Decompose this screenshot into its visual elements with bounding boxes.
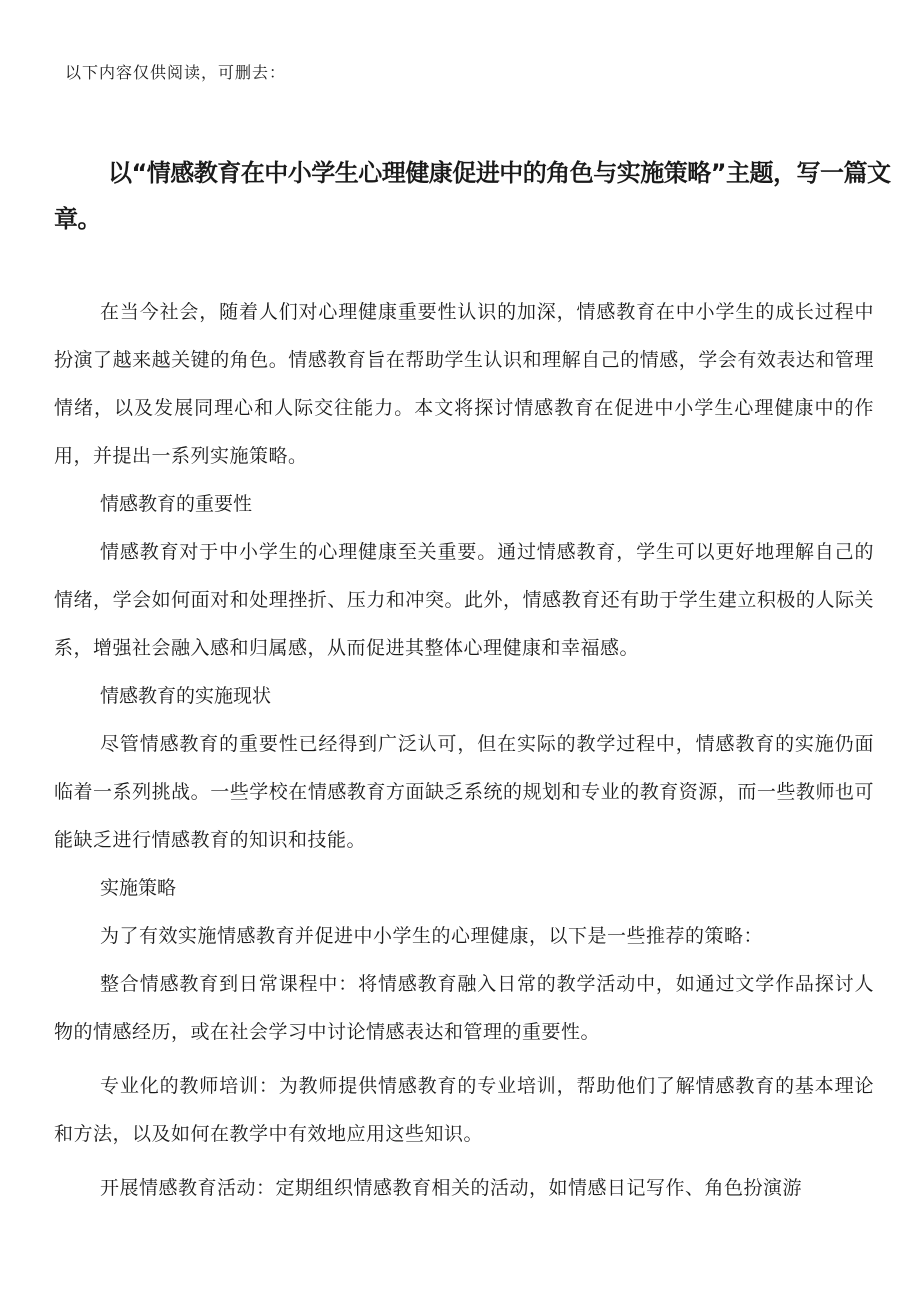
strategy-item-activities: 开展情感教育活动：定期组织情感教育相关的活动，如情感日记写作、角色扮演游 [100, 1177, 803, 1199]
document-body [54, 288, 874, 1212]
strategy-item-curriculum: 整合情感教育到日常课程中：将情感教育融入日常的教学活动中，如通过文学作品探讨人物的情感经历，或在社会学习中讨论情感表达和管理的重要性。 [54, 973, 874, 1043]
intro-paragraph: 在当今社会，随着人们对心理健康重要性认识的加深，情感教育在中小学生的成长过程中扮演了越来越关键的角色。情感教育旨在帮助学生认识和理解自己的情感，学会有效表达和管理情绪，以及发展同理心和人际交往能力。本文将探讨情感教育在促进中小学生心理健康中的作用，并提出一系列实施策略。 [54, 301, 874, 467]
section-paragraph-importance: 情感教育对于中小学生的心理健康至关重要。通过情感教育，学生可以更好地理解自己的情绪，学会如何面对和处理挫折、压力和冲突。此外，情感教育还有助于学生建立积极的人际关系，增强社会融入感和归属感，从而促进其整体心理健康和幸福感。 [54, 541, 874, 659]
section-heading-status: 情感教育的实施现状 [100, 685, 272, 707]
section-paragraph-status: 尽管情感教育的重要性已经得到广泛认可，但在实际的教学过程中，情感教育的实施仍面临着一系列挑战。一些学校在情感教育方面缺乏系统的规划和专业的教育资源，而一些教师也可能缺乏进行情感教育的知识和技能。 [54, 733, 874, 851]
section-paragraph-strategies: 为了有效实施情感教育并促进中小学生的心理健康，以下是一些推荐的策略： [100, 925, 764, 947]
document-title: 以“情感教育在中小学生心理健康促进中的角色与实施策略”主题，写一篇文章。 [54, 159, 891, 233]
strategy-item-teacher-training: 专业化的教师培训：为教师提供情感教育的专业培训，帮助他们了解情感教育的基本理论和方法，以及如何在教学中有效地应用这些知识。 [54, 1075, 874, 1145]
reading-note: 以下内容仅供阅读，可删去： [65, 63, 287, 82]
section-heading-strategies: 实施策略 [100, 877, 177, 899]
section-heading-importance: 情感教育的重要性 [100, 493, 253, 515]
